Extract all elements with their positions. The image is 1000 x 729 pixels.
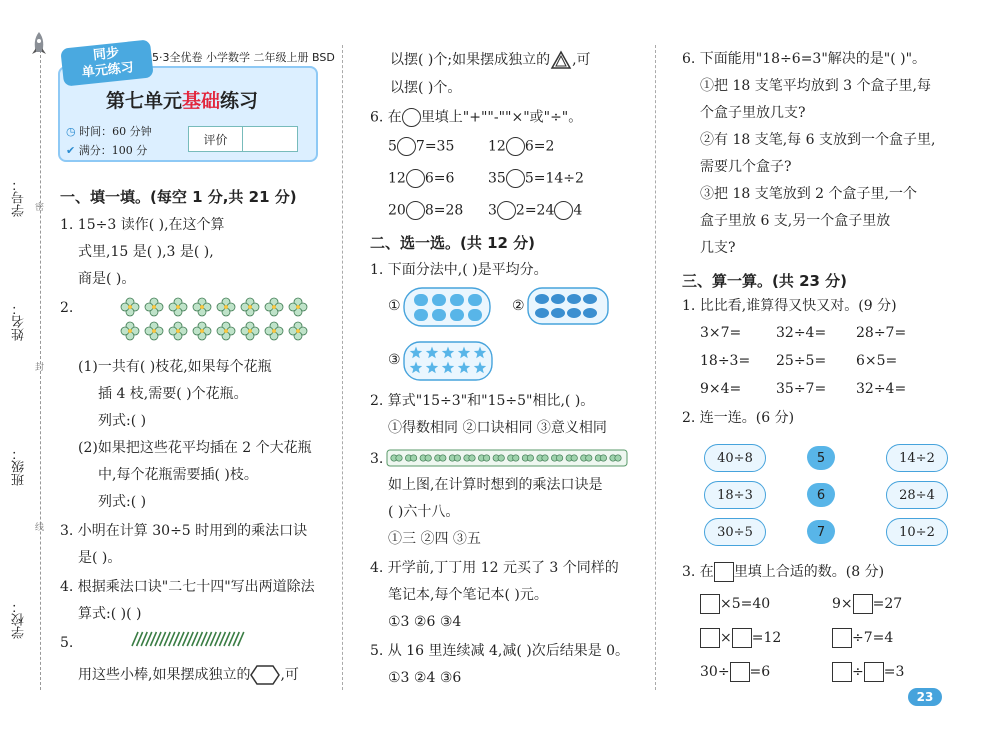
q5-line-2-text: 以摆( )个;如果摆成独立的 [390, 52, 551, 68]
q6-item-3-b: 6=6 [424, 170, 455, 187]
flower-group-icon [537, 455, 548, 461]
flower-group-icon [435, 455, 446, 461]
match-heart[interactable]: 5 [807, 446, 835, 470]
triangle-icon [550, 50, 572, 70]
q2-2-line-1: (2)如果把这些花平均插在 2 个大花瓶 [78, 440, 312, 456]
badge-line-2: 单元练习 [81, 60, 135, 81]
operator-blank[interactable] [506, 169, 525, 188]
q5-number: 5. [60, 635, 74, 651]
time-text: 时间：60 分钟 [79, 125, 152, 138]
full-score [66, 142, 147, 160]
q6-item-5-b: 8=28 [424, 202, 464, 219]
flower-group-icon [551, 455, 562, 461]
flower-icon [265, 298, 283, 316]
match-right-expr[interactable]: 14÷2 [886, 444, 948, 472]
class-label: 班级： [12, 447, 27, 486]
flower-group-icon [522, 455, 533, 461]
fill-item-5-a: 30÷ [700, 664, 730, 680]
q6-item-6-a: 3 [488, 202, 497, 219]
evaluation-field[interactable] [243, 127, 297, 151]
square-blank-icon [714, 562, 734, 582]
choice-6-opt2-line2: 需要几个盒子? [700, 159, 792, 175]
q6-item-5-a: 20 [388, 202, 406, 219]
choice-1-question: 1. 下面分法中,( )是平均分。 [370, 262, 548, 278]
fill-item-3 [700, 628, 781, 648]
q6-item-6 [488, 201, 582, 220]
q2-2-line-3: 列式:( ) [98, 494, 147, 510]
choice-2-options: ①得数相同 ②口诀相同 ③意义相同 [388, 420, 607, 436]
section-3-title: 三、算一算。(共 23 分) [682, 272, 848, 290]
choice-4-options: ①3 ②6 ③4 [388, 614, 462, 630]
match-heart[interactable]: 6 [807, 483, 835, 507]
match-left-expr[interactable]: 18÷3 [704, 481, 766, 509]
q6-item-3 [388, 169, 454, 188]
match-right-expr[interactable]: 10÷2 [886, 518, 948, 546]
circle-blank-icon [402, 108, 421, 127]
flower-icon [121, 298, 139, 316]
flower-groups-illustration [386, 448, 630, 468]
fill-item-2-a: 9× [832, 596, 853, 612]
flower-icon [265, 322, 283, 340]
flower-icon [169, 298, 187, 316]
title-part-1: 第七单元 [106, 90, 183, 112]
flower-icon [145, 298, 163, 316]
sticks-illustration [128, 630, 248, 648]
stars-bag-illustration [402, 340, 498, 382]
operator-blank[interactable] [497, 201, 516, 220]
flower-icon [145, 322, 163, 340]
q3-line-1: 3. 小明在计算 30÷5 时用到的乘法口诀 [60, 523, 308, 539]
fill-item-6-text: =3 [883, 664, 905, 680]
flower-group-icon [478, 455, 489, 461]
operator-blank[interactable] [406, 169, 425, 188]
calc-item: 35÷7= [776, 381, 827, 397]
flower-group-icon [391, 455, 402, 461]
choice-5-options: ①3 ②4 ③6 [388, 670, 462, 686]
match-left-expr[interactable]: 30÷5 [704, 518, 766, 546]
flower-icon [241, 298, 259, 316]
q1-line-3: 商是( )。 [78, 271, 136, 287]
flower-group-icon [405, 455, 416, 461]
flower-group-icon [420, 455, 431, 461]
match-heart[interactable]: 7 [807, 520, 835, 544]
match-left-expr[interactable]: 40÷8 [704, 444, 766, 472]
flower-group-icon [464, 455, 475, 461]
choice-1-option-1: ① [388, 298, 401, 314]
fill-item-1 [700, 594, 770, 614]
column-divider-2 [655, 45, 656, 690]
rocket-icon [28, 30, 50, 58]
q2-1-line-1: (1)一共有( )枝花,如果每个花瓶 [78, 359, 272, 375]
choice-6-opt1-line1: ①把 18 支笔平均放到 3 个盒子里,每 [700, 78, 931, 94]
q2-number: 2. [60, 300, 74, 316]
choice-6-opt3-line2: 盒子里放 6 支,另一个盒子里放 [700, 213, 891, 229]
fill-item-6 [832, 662, 904, 682]
q5-line-1 [78, 664, 299, 686]
q6-item-1-a: 5 [388, 138, 397, 155]
hearts-bag-illustration [402, 284, 494, 330]
operator-blank[interactable] [554, 201, 573, 220]
calc-1-instruction: 1. 比比看,谁算得又快又对。(9 分) [682, 298, 897, 314]
flower-icon [121, 322, 139, 340]
choice-5-line-1: 5. 从 16 里连续减 4,减( )次后结果是 0。 [370, 643, 630, 659]
fill-head: 3. 在 [682, 564, 714, 580]
number-blank[interactable] [700, 594, 720, 614]
flower-group-icon [595, 455, 606, 461]
number-blank[interactable] [732, 628, 752, 648]
q4-line-2: 算式:( )( ) [78, 606, 142, 622]
calc-item: 32÷4= [776, 325, 827, 341]
fill-item-1-text: ×5=40 [720, 596, 771, 612]
q5-line-2 [390, 50, 591, 70]
q6-item-1 [388, 137, 454, 156]
school-label: 学校： [12, 600, 27, 639]
flower-group-icon [566, 455, 577, 461]
choice-3-options: ①三 ②四 ③五 [388, 531, 481, 547]
q2-1-line-2: 插 4 枝,需要( )个花瓶。 [98, 386, 248, 402]
q1-line-2: 式里,15 是( ),3 是( ), [78, 244, 214, 260]
fill-item-4-text: ÷7=4 [852, 630, 894, 646]
q6-instruction [370, 108, 582, 127]
series-label: 5·3全优卷 小学数学 二年级上册 BSD [152, 51, 335, 64]
flower-group-icon [581, 455, 592, 461]
choice-6-opt1-line2: 个盒子里放几支? [700, 105, 806, 121]
unit-title [106, 86, 258, 113]
choice-2-question: 2. 算式"15÷3"和"15÷5"相比,( )。 [370, 393, 595, 409]
seal-mark-1: 密 [35, 203, 45, 213]
choice-6-question: 6. 下面能用"18÷6=3"解决的是"( )"。 [682, 51, 927, 67]
flower-icon [217, 322, 235, 340]
flowers-illustration [118, 295, 318, 343]
fill-item-5-b: =6 [749, 664, 771, 680]
number-blank[interactable] [832, 628, 852, 648]
choice-4-line-1: 4. 开学前,丁丁用 12 元买了 3 个同样的 [370, 560, 619, 576]
number-blank[interactable] [864, 662, 884, 682]
fill-item-2 [832, 594, 902, 614]
flower-icon [241, 322, 259, 340]
flower-icon [289, 322, 307, 340]
calc-item: 9×4= [700, 381, 742, 397]
page-number: 23 [908, 688, 942, 706]
match-right-expr[interactable]: 28÷4 [886, 481, 948, 509]
calc-item: 32÷4= [856, 381, 907, 397]
clock-icon: ◷ [66, 125, 76, 138]
match-instruction: 2. 连一连。(6 分) [682, 410, 795, 426]
badge-line-1: 同步 [92, 45, 120, 64]
choice-6-opt3-line1: ③把 18 支笔放到 2 个盒子里,一个 [700, 186, 917, 202]
flower-icon [217, 298, 235, 316]
title-part-3: 练习 [220, 90, 259, 112]
flower-group-icon [493, 455, 504, 461]
student-id-label: 学号： [12, 178, 27, 217]
q6-item-3-a: 12 [388, 170, 406, 187]
check-icon: ✔ [66, 144, 76, 157]
operator-blank[interactable] [506, 137, 525, 156]
operator-blank[interactable] [397, 137, 416, 156]
calc-item: 28÷7= [856, 325, 907, 341]
number-blank[interactable] [730, 662, 750, 682]
choice-3-line-3: ( )六十八。 [388, 504, 460, 520]
q6-item-4 [488, 169, 584, 188]
q6-item-6-b: 2=24 [515, 202, 555, 219]
flower-icon [193, 298, 211, 316]
q4-line-1: 4. 根据乘法口诀"二七十四"写出两道除法 [60, 579, 315, 595]
q1-line-1: 1. 15÷3 读作( ),在这个算 [60, 217, 225, 233]
q6-tail: 里填上"+""-""×"或"÷"。 [420, 109, 583, 126]
fill-instruction [682, 562, 884, 582]
q6-item-2-a: 12 [488, 138, 506, 155]
flower-group-icon [610, 455, 621, 461]
q6-item-4-a: 35 [488, 170, 506, 187]
fill-item-4 [832, 628, 893, 648]
section-1-title: 一、填一填。(每空 1 分,共 21 分) [60, 188, 297, 206]
score-text: 满分：100 分 [78, 144, 148, 157]
fill-item-3-text: =12 [751, 630, 782, 646]
operator-blank[interactable] [406, 201, 425, 220]
evaluation-label: 评价 [189, 127, 243, 151]
q5-line-1-tail: ,可 [280, 667, 299, 683]
seal-mark-2: 封 [35, 363, 45, 373]
fill-item-2-b: =27 [872, 596, 903, 612]
flower-icon [169, 322, 187, 340]
calc-item: 25÷5= [776, 353, 827, 369]
choice-3-line-2: 如上图,在计算时想到的乘法口诀是 [388, 477, 603, 493]
q2-1-line-3: 列式:( ) [98, 413, 147, 429]
number-blank[interactable] [853, 594, 873, 614]
column-divider-1 [342, 45, 343, 690]
fill-tail: 里填上合适的数。(8 分) [733, 564, 885, 580]
calc-item: 6×5= [856, 353, 898, 369]
flower-icon [289, 298, 307, 316]
q2-2-line-2: 中,每个花瓶需要插( )枝。 [98, 467, 258, 483]
calc-item: 3×7= [700, 325, 742, 341]
q6-item-5 [388, 201, 463, 220]
q6-item-4-b: 5=14÷2 [524, 170, 584, 187]
flower-group-icon [508, 455, 519, 461]
calc-item: 18÷3= [700, 353, 751, 369]
fill-item-6-op: ÷ [852, 664, 864, 680]
q6-item-2 [488, 137, 554, 156]
fill-item-3-op: × [720, 630, 732, 646]
q5-line-3: 以摆( )个。 [390, 80, 462, 96]
q3-line-2: 是( )。 [78, 550, 122, 566]
q6-item-6-c: 4 [573, 202, 583, 219]
choice-1-option-3: ③ [388, 352, 401, 368]
q5-line-2-tail: ,可 [572, 52, 591, 68]
fill-item-5 [700, 662, 770, 682]
flower-icon [193, 322, 211, 340]
evaluation-box[interactable] [188, 126, 298, 152]
q5-line-1-text: 用这些小棒,如果摆成独立的 [78, 667, 251, 683]
section-2-title: 二、选一选。(共 12 分) [370, 234, 536, 252]
q6-item-1-b: 7=35 [415, 138, 455, 155]
name-label: 姓名： [12, 302, 27, 341]
choice-4-line-2: 笔记本,每个笔记本( )元。 [388, 587, 548, 603]
choice-3-number: 3. [370, 451, 384, 467]
flower-group-icon [449, 455, 460, 461]
time-limit [66, 123, 152, 141]
number-blank[interactable] [700, 628, 720, 648]
choice-6-opt2-line1: ②有 18 支笔,每 6 支放到一个盒子里, [700, 132, 936, 148]
ovals-bag-illustration [526, 286, 614, 326]
seal-mark-3: 线 [35, 523, 45, 533]
number-blank[interactable] [832, 662, 852, 682]
choice-6-opt3-line3: 几支? [700, 240, 736, 256]
hexagon-icon [250, 664, 280, 686]
choice-1-option-2: ② [512, 298, 525, 314]
title-highlight: 基础 [182, 90, 221, 112]
q6-item-2-b: 6=2 [524, 138, 555, 155]
q6-head: 6. 在 [370, 109, 402, 126]
